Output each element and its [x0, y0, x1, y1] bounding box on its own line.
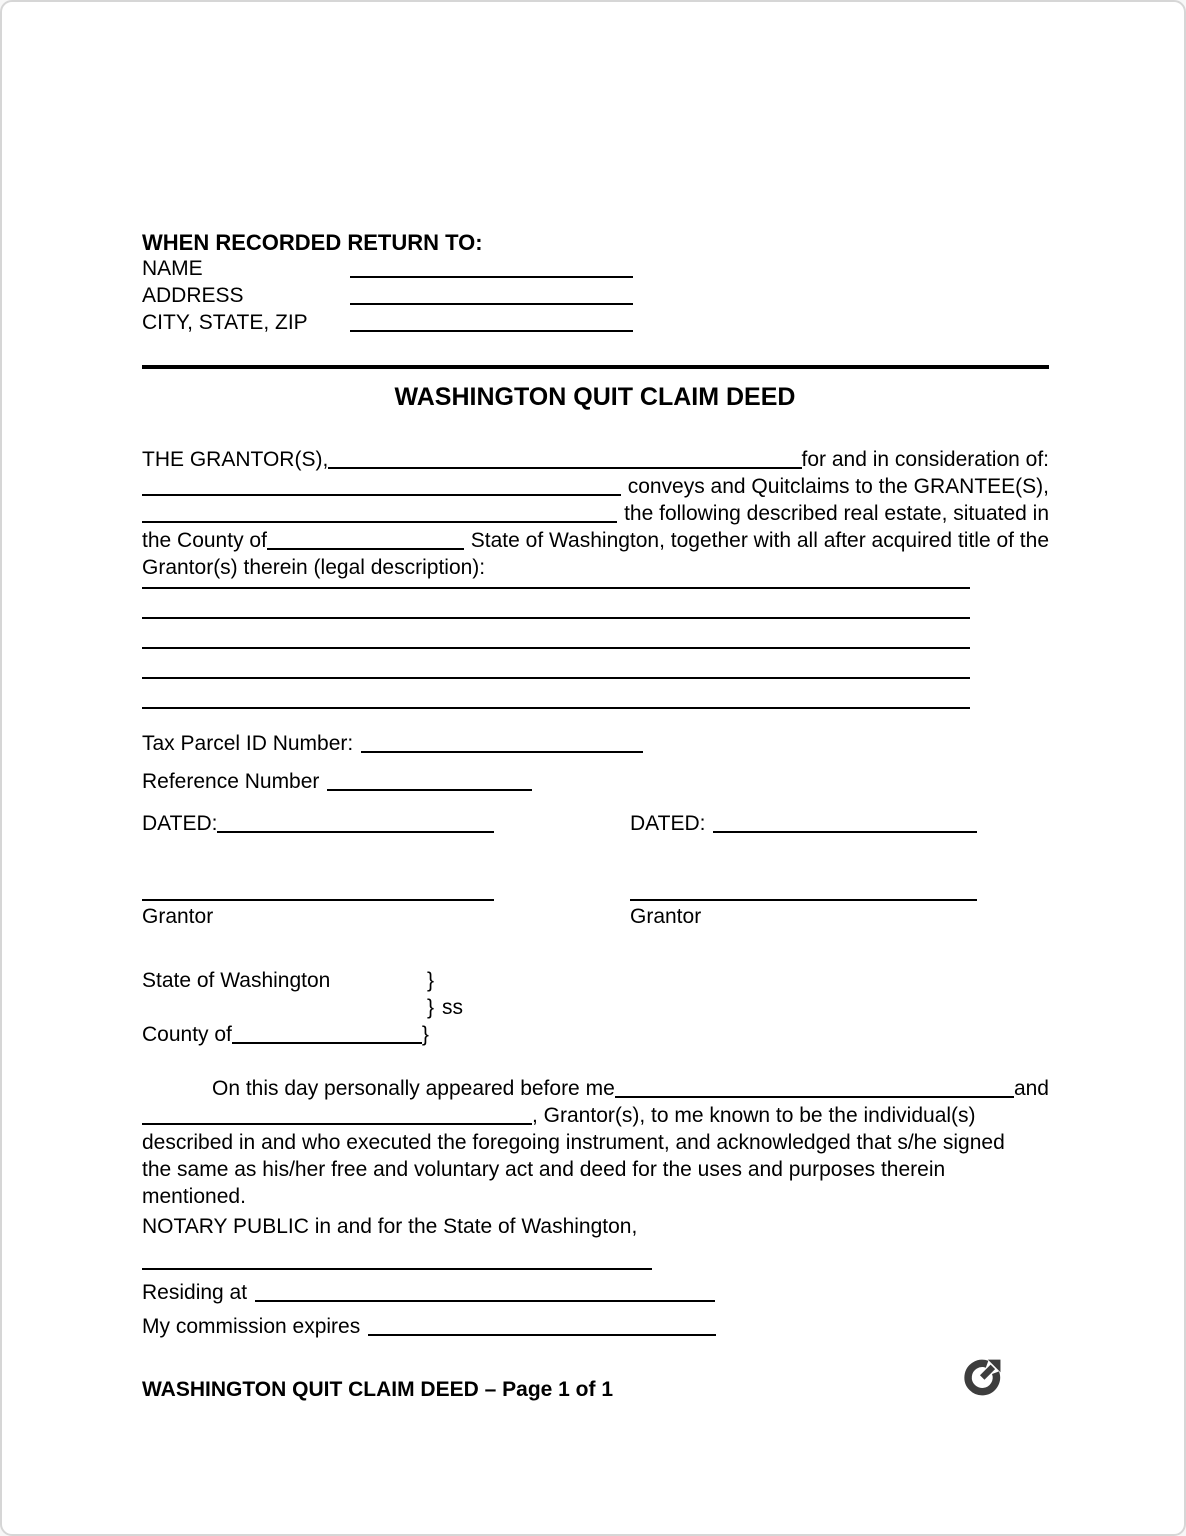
venue-ss-row	[142, 994, 463, 1021]
reference-number-row	[142, 768, 532, 795]
return-name-row	[142, 257, 633, 284]
consideration-intro-text: for and in consideration of:	[801, 448, 1049, 471]
brace-top: }	[427, 969, 435, 992]
ack-line5-text: mentioned.	[142, 1185, 246, 1208]
circular-arrow-icon	[962, 1351, 1006, 1397]
legal-description-blank[interactable]	[142, 677, 970, 707]
grantor-right-label: Grantor	[630, 905, 702, 928]
residing-at-blank[interactable]	[255, 1300, 715, 1302]
return-address-label: ADDRESS	[142, 284, 244, 307]
legal-description-blank[interactable]	[142, 587, 970, 617]
dated-right-label: DATED:	[630, 812, 706, 835]
ack-line1	[142, 1075, 1049, 1102]
ss-label: ss	[442, 996, 464, 1019]
dated-left	[142, 810, 494, 837]
return-city-blank[interactable]	[350, 330, 633, 332]
notary-signature-blank[interactable]	[142, 1268, 652, 1270]
commission-expires-blank[interactable]	[368, 1334, 716, 1336]
ack-line3	[142, 1129, 1049, 1156]
grantor-pre-text: THE GRANTOR(S),	[142, 448, 329, 471]
return-address-block	[142, 229, 633, 338]
header-divider	[142, 365, 1049, 369]
real-estate-text: the following described real estate, situated in	[624, 502, 1049, 525]
grantor-names-blank[interactable]	[328, 467, 801, 469]
appeared-and-text: and	[1013, 1077, 1049, 1100]
conveys-text: conveys and Quitclaims to the GRANTEE(S),	[627, 475, 1049, 498]
grantor-clause-line2	[142, 473, 1049, 500]
commission-row	[142, 1313, 716, 1340]
legal-description-blank[interactable]	[142, 647, 970, 677]
notary-public-line: NOTARY PUBLIC in and for the State of Washington,	[142, 1215, 638, 1238]
ack-line3-text: described in and who executed the foregoing instrument, and acknowledged that s/he signed	[142, 1131, 1005, 1154]
consideration-blank[interactable]	[142, 494, 621, 496]
grantor-signature-right	[630, 899, 977, 930]
grantor-clause-line1	[142, 446, 1049, 473]
grantor-clause	[142, 446, 1049, 581]
appeared-name-blank-2[interactable]	[142, 1123, 532, 1125]
dated-right	[630, 810, 977, 837]
tax-parcel-label: Tax Parcel ID Number:	[142, 732, 354, 755]
venue-county-row	[142, 1021, 463, 1048]
venue-state-row	[142, 967, 463, 994]
dated-row	[142, 810, 1049, 837]
return-name-label: NAME	[142, 257, 203, 280]
venue-state-label: State of Washington	[142, 969, 331, 992]
grantor-clause-line4	[142, 527, 1049, 554]
acknowledgment-venue-block	[142, 967, 463, 1048]
state-text: State of Washington, together with all after acquired title of the	[470, 529, 1049, 552]
page-title: WASHINGTON QUIT CLAIM DEED	[394, 383, 796, 411]
brace-mid: }	[427, 996, 435, 1019]
dated-right-blank[interactable]	[713, 831, 977, 833]
appeared-pre-text: On this day personally appeared before me	[212, 1077, 615, 1100]
grantor-clause-line3	[142, 500, 1049, 527]
known-individuals-text: , Grantor(s), to me known to be the individual(s)	[532, 1104, 976, 1127]
dated-left-label: DATED:	[142, 812, 218, 835]
return-heading: WHEN RECORDED RETURN TO:	[142, 230, 483, 255]
reference-number-blank[interactable]	[327, 789, 532, 791]
return-city-row	[142, 311, 633, 338]
ack-line4-text: the same as his/her free and voluntary act and deed for the uses and purposes therein	[142, 1158, 946, 1181]
return-address-row	[142, 284, 633, 311]
dated-spacer	[494, 810, 630, 837]
commission-label: My commission expires	[142, 1315, 361, 1338]
residing-label: Residing at	[142, 1281, 248, 1304]
grantor-clause-line5	[142, 554, 1049, 581]
venue-county-label: County of	[142, 1023, 232, 1046]
legal-description-lines	[142, 587, 970, 737]
county-pre-text: the County of	[142, 529, 267, 552]
legal-description-label: Grantor(s) therein (legal description):	[142, 556, 486, 579]
tax-parcel-row	[142, 730, 643, 757]
return-city-label: CITY, STATE, ZIP	[142, 311, 308, 334]
ack-line5	[142, 1183, 1049, 1210]
county-blank[interactable]	[267, 548, 464, 550]
appeared-name-blank-1[interactable]	[615, 1096, 1014, 1098]
ack-line4	[142, 1156, 1049, 1183]
grantor-left-label: Grantor	[142, 905, 214, 928]
brace-bottom: }	[421, 1023, 429, 1046]
grantee-names-blank[interactable]	[142, 521, 617, 523]
residing-row	[142, 1279, 715, 1306]
return-name-blank[interactable]	[350, 276, 633, 278]
signature-spacer	[494, 899, 630, 930]
return-address-blank[interactable]	[350, 303, 633, 305]
dated-left-blank[interactable]	[217, 831, 494, 833]
acknowledgment-paragraph	[142, 1075, 1049, 1210]
footer-title: WASHINGTON QUIT CLAIM DEED – Page 1 of 1	[142, 1378, 614, 1401]
signature-row	[142, 899, 1049, 930]
ack-line2	[142, 1102, 1049, 1129]
ack-county-blank[interactable]	[232, 1042, 422, 1044]
grantor-signature-left	[142, 899, 494, 930]
reference-number-label: Reference Number	[142, 770, 320, 793]
tax-parcel-blank[interactable]	[361, 751, 643, 753]
legal-description-blank[interactable]	[142, 617, 970, 647]
